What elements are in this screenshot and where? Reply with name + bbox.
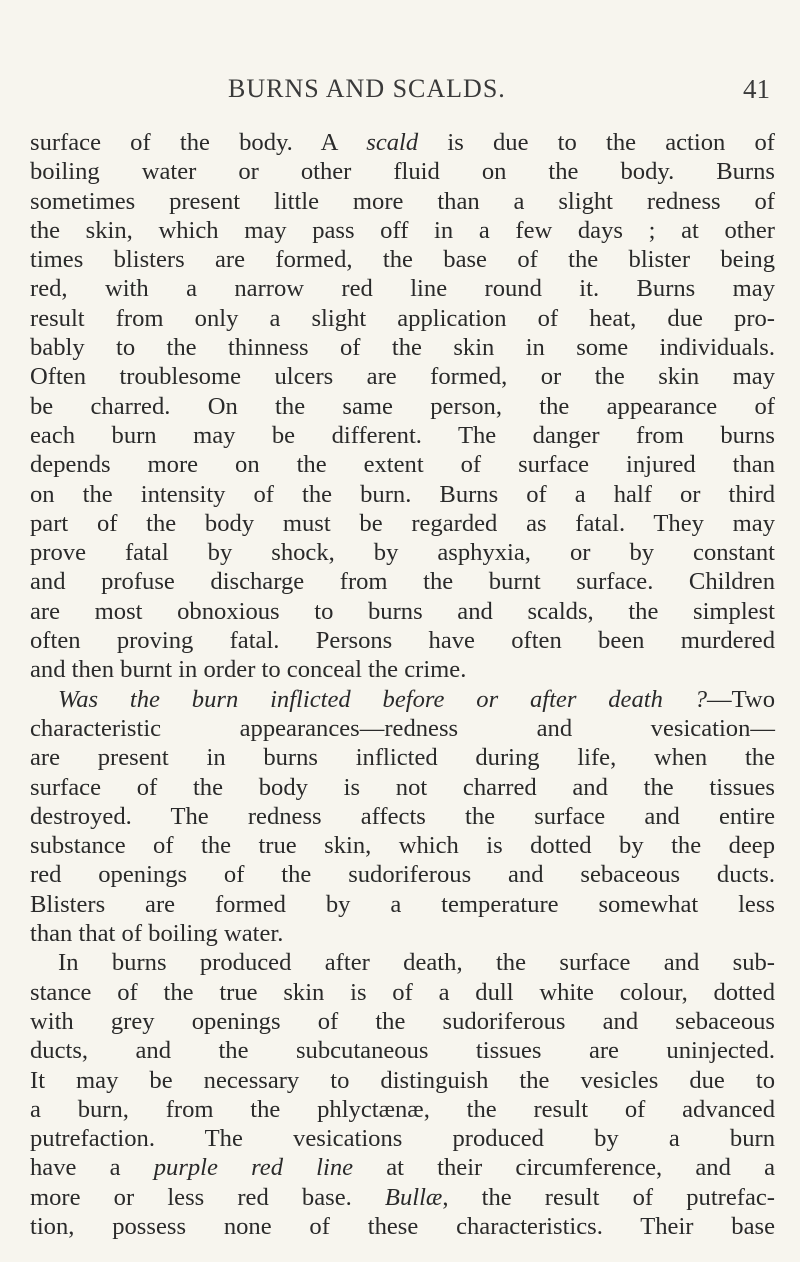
page-number: 41 (743, 74, 770, 104)
text-line: are present in burns inflicted during life, when the (30, 744, 775, 772)
text-line: substance of the true skin, which is dotted by the deep (30, 832, 775, 860)
text-line: than that of boiling water. (30, 920, 284, 948)
text-line: It may be necessary to distinguish the vesicles due to (30, 1066, 775, 1094)
text-line: and then burnt in order to conceal the crime. (30, 656, 467, 684)
paragraph-before-after-death (30, 685, 775, 949)
text-line: be charred. On the same person, the appearance of (30, 392, 775, 420)
text-line: tion, possess none of these characteristics. Their base (30, 1212, 775, 1240)
text-line: Was the burn inflicted before or after death ?—Two (58, 685, 775, 713)
text-line: stance of the true skin is of a dull white colour, dotted (30, 978, 775, 1006)
text-line: In burns produced after death, the surface and sub- (58, 949, 775, 977)
text-line: Often troublesome ulcers are formed, or the skin may (30, 363, 775, 391)
text-line: times blisters are formed, the base of the blister being (30, 246, 775, 274)
text-line: bably to the thinness of the skin in some individuals. (30, 334, 775, 362)
text-line: depends more on the extent of surface injured than (30, 451, 775, 479)
text-line: surface of the body is not charred and the tissues (30, 773, 775, 801)
text-line: characteristic appearances—redness and vesication— (30, 714, 775, 742)
paragraph-scalds (30, 128, 775, 685)
text-line: prove fatal by shock, by asphyxia, or by constant (30, 539, 775, 567)
text-line: have a purple red line at their circumference, and a (30, 1154, 775, 1182)
text-line: often proving fatal. Persons have often been murdered (30, 627, 775, 655)
text-line: part of the body must be regarded as fatal. They may (30, 509, 775, 537)
text-line: boiling water or other fluid on the body. Burns (30, 158, 775, 186)
text-line: putrefaction. The vesications produced by a burn (30, 1125, 775, 1153)
text-line: with grey openings of the sudoriferous and sebaceous (30, 1007, 775, 1035)
text-line: are most obnoxious to burns and scalds, the simplest (30, 597, 775, 625)
text-line: sometimes present little more than a slight redness of (30, 187, 775, 215)
text-line: Blisters are formed by a temperature somewhat less (30, 890, 775, 918)
text-line: on the intensity of the burn. Burns of a half or third (30, 480, 775, 508)
text-line: more or less red base. Bullæ, the result of putrefac- (30, 1183, 775, 1211)
text-line: and profuse discharge from the burnt surface. Children (30, 568, 775, 596)
page-header (0, 74, 800, 110)
paragraph-after-death (30, 948, 775, 1241)
text-line: ducts, and the subcutaneous tissues are uninjected. (30, 1037, 775, 1065)
text-line: destroyed. The redness affects the surface and entire (30, 802, 775, 830)
body-text (30, 128, 775, 1241)
text-line: result from only a slight application of heat, due pro- (30, 304, 775, 332)
running-title: BURNS AND SCALDS. (228, 74, 506, 103)
text-line: the skin, which may pass off in a few days ; at other (30, 216, 775, 244)
text-line: each burn may be different. The danger from burns (30, 421, 775, 449)
text-line: red, with a narrow red line round it. Burns may (30, 275, 775, 303)
text-line: red openings of the sudoriferous and sebaceous ducts. (30, 861, 775, 889)
text-line: a burn, from the phlyctænæ, the result of advanced (30, 1095, 775, 1123)
text-line: surface of the body. A scald is due to the action of (30, 129, 775, 156)
